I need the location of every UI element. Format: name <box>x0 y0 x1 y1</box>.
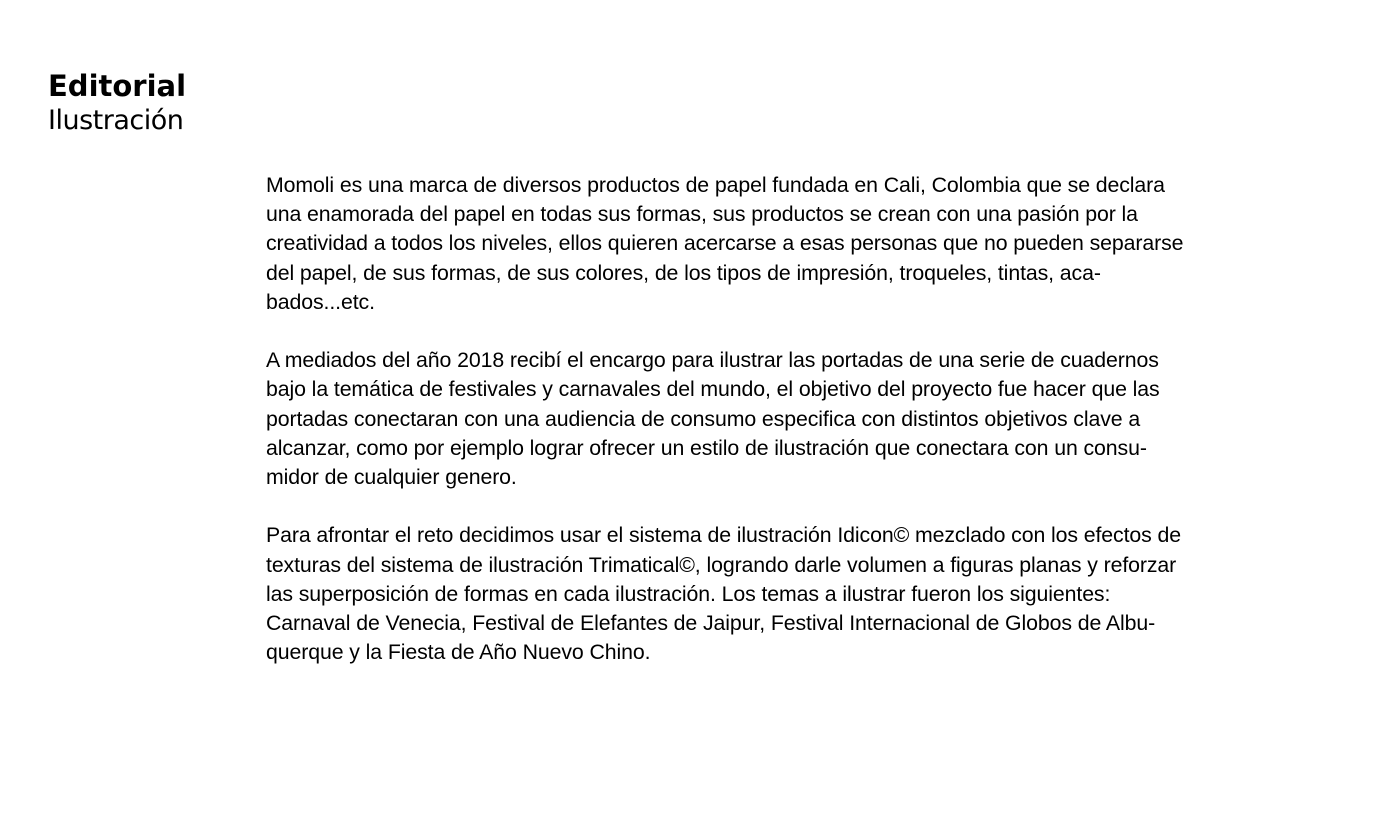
text-line: del papel, de sus formas, de sus colores, de los tipos de impresión, troqueles, tintas, aca- <box>266 260 1101 285</box>
page-title: Editorial <box>48 69 187 103</box>
text-line: portadas conectaran con una audiencia de consumo especifica con distintos objetivos clave a <box>266 406 1141 431</box>
text-line: midor de cualquier genero. <box>266 465 517 490</box>
text-line: bados...etc. <box>266 289 375 314</box>
text-line: alcanzar, como por ejemplo lograr ofrecer un estilo de ilustración que conectara con un consu- <box>266 435 1147 460</box>
text-line: Para afrontar el reto decidimos usar el sistema de ilustración Idicon© mezclado con los efectos de <box>266 523 1182 548</box>
text-line: querque y la Fiesta de Año Nuevo Chino. <box>266 640 651 665</box>
text-line: Momoli es una marca de diversos productos de papel fundada en Cali, Colombia que se declara <box>266 173 1165 197</box>
text-line: creatividad a todos los niveles, ellos quieren acercarse a esas personas que no pueden separarse <box>266 231 1184 256</box>
paragraph-intro <box>266 171 1256 317</box>
text-line: texturas del sistema de ilustración Trimatical©, logrando darle volumen a figuras planas y reforzar <box>266 552 1177 577</box>
text-line: una enamorada del papel en todas sus formas, sus productos se crean con una pasión por la <box>266 202 1138 227</box>
text-line: A mediados del año 2018 recibí el encargo para ilustrar las portadas de una serie de cuadernos <box>266 348 1159 373</box>
page-header <box>48 68 186 138</box>
page-subtitle: Ilustración <box>48 105 184 136</box>
text-line: las superposición de formas en cada ilustración. Los temas a ilustrar fueron los siguientes: <box>266 581 1111 606</box>
article-body <box>266 171 1256 697</box>
text-line: bajo la temática de festivales y carnavales del mundo, el objetivo del proyecto fue hacer que las <box>266 377 1160 402</box>
paragraph-approach <box>266 521 1256 667</box>
text-line: Carnaval de Venecia, Festival de Elefantes de Jaipur, Festival Internacional de Globos de Albu- <box>266 611 1156 636</box>
paragraph-commission <box>266 346 1256 492</box>
